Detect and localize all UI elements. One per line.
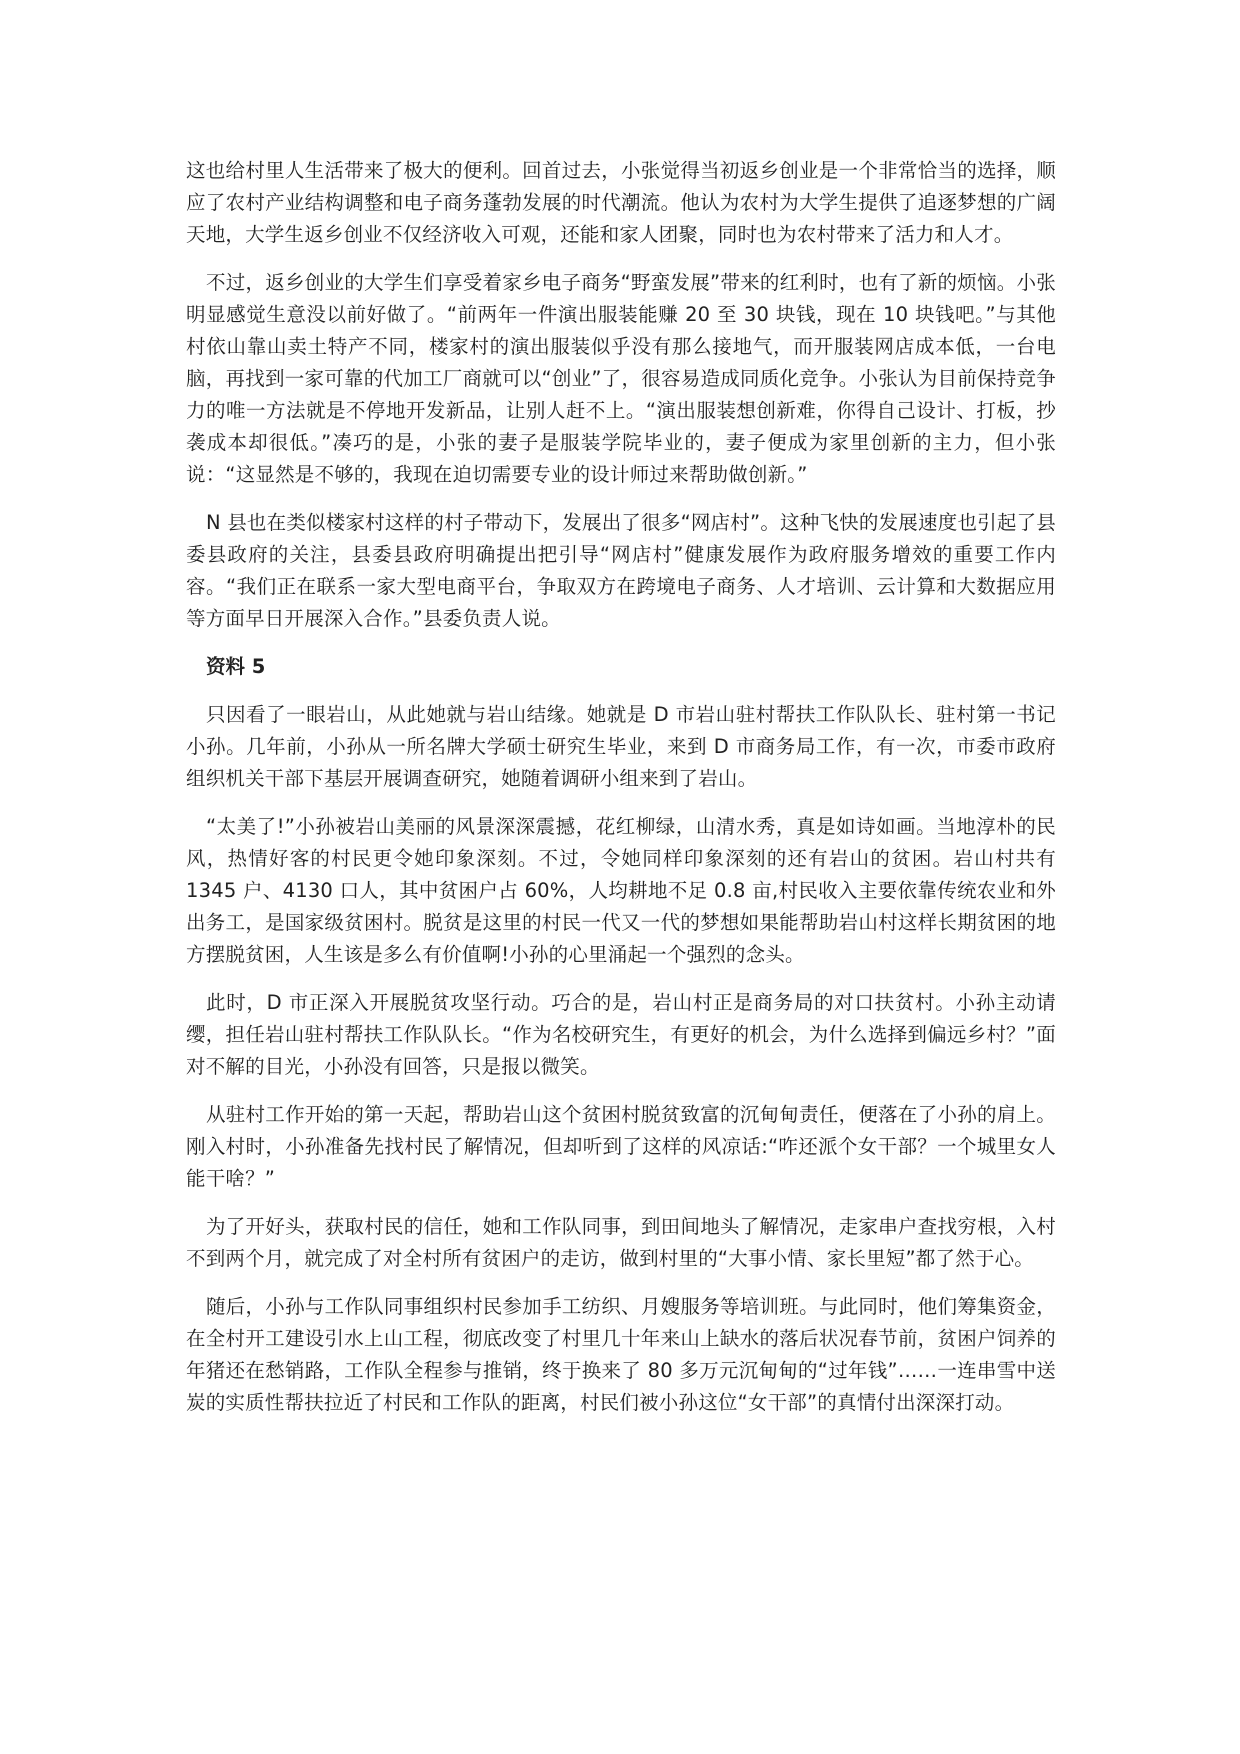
paragraph: “太美了!”小孙被岩山美丽的风景深深震撼，花红柳绿，山清水秀，真是如诗如画。当地淳朴的民风，热情好客的村民更令她印象深刻。不过，令她同样印象深刻的还有岩山的贫困。岩山村共有 1345 户、4130 口人，其中贫困户占 60%，人均耕地不足 0.8 亩,村民收入主要依靠传统农业和外出务工，是国家级贫困村。脱贫是这里的村民一代又一代的梦想如果能帮助岩山村这样长期贫困的地方摆脱贫困，人生该是多么有价值啊!小孙的心里涌起一个强烈的念头。 bbox=[186, 815, 1056, 966]
paragraph: N 县也在类似楼家村这样的村子带动下，发展出了很多“网店村”。这种飞快的发展速度也引起了县委县政府的关注，县委县政府明确提出把引导“网店村”健康发展作为政府服务增效的重要工作内容。“我们正在联系一家大型电商平台，争取双方在跨境电子商务、人才培训、云计算和大数据应用等方面早日开展深入合作。”县委负责人说。 bbox=[186, 511, 1056, 630]
paragraph: 只因看了一眼岩山，从此她就与岩山结缘。她就是 D 市岩山驻村帮扶工作队队长、驻村第一书记小孙。几年前，小孙从一所名牌大学硕士研究生毕业，来到 D 市商务局工作，有一次，市委市政府组织机关干部下基层开展调查研究，她随着调研小组来到了岩山。 bbox=[186, 703, 1056, 790]
paragraph: 为了开好头，获取村民的信任，她和工作队同事，到田间地头了解情况，走家串户查找穷根，入村不到两个月，就完成了对全村所有贫困户的走访，做到村里的“大事小情、家长里短”都了然于心。 bbox=[186, 1215, 1056, 1270]
paragraph: 这也给村里人生活带来了极大的便利。回首过去，小张觉得当初返乡创业是一个非常恰当的选择，顺应了农村产业结构调整和电子商务蓬勃发展的时代潮流。他认为农村为大学生提供了追逐梦想的广阔天地，大学生返乡创业不仅经济收入可观，还能和家人团聚，同时也为农村带来了活力和人才。 bbox=[186, 159, 1056, 246]
paragraph: 从驻村工作开始的第一天起，帮助岩山这个贫困村脱贫致富的沉甸甸责任，便落在了小孙的肩上。刚入村时，小孙准备先找村民了解情况，但却听到了这样的风凉话:“咋还派个女干部？一个城里女人能干啥？” bbox=[186, 1103, 1056, 1190]
section-heading: 资料 5 bbox=[206, 655, 266, 678]
paragraph: 不过，返乡创业的大学生们享受着家乡电子商务“野蛮发展”带来的红利时，也有了新的烦恼。小张明显感觉生意没以前好做了。“前两年一件演出服装能赚 20 至 30 块钱，现在 10 块钱吧。”与其他村依山靠山卖土特产不同，楼家村的演出服装似乎没有那么接地气，而开服装网店成本低，一台电脑，再找到一家可靠的代加工厂商就可以“创业”了，很容易造成同质化竞争。小张认为目前保持竞争力的唯一方法就是不停地开发新品，让别人赶不上。“演出服装想创新难，你得自己设计、打板，抄袭成本却很低。”凑巧的是，小张的妻子是服装学院毕业的，妻子便成为家里创新的主力，但小张说：“这显然是不够的，我现在迫切需要专业的设计师过来帮助做创新。” bbox=[186, 271, 1056, 486]
paragraph: 随后，小孙与工作队同事组织村民参加手工纺织、月嫂服务等培训班。与此同时，他们筹集资金，在全村开工建设引水上山工程，彻底改变了村里几十年来山上缺水的落后状况春节前，贫困户饲养的年猪还在愁销路，工作队全程参与推销，终于换来了 80 多万元沉甸甸的“过年钱”……一连串雪中送炭的实质性帮扶拉近了村民和工作队的距离，村民们被小孙这位“女干部”的真情付出深深打动。 bbox=[186, 1295, 1056, 1414]
paragraph: 此时，D 市正深入开展脱贫攻坚行动。巧合的是，岩山村正是商务局的对口扶贫村。小孙主动请缨，担任岩山驻村帮扶工作队队长。“作为名校研究生，有更好的机会，为什么选择到偏远乡村？”面对不解的目光，小孙没有回答，只是报以微笑。 bbox=[186, 991, 1056, 1078]
document-page bbox=[186, 155, 1056, 1435]
